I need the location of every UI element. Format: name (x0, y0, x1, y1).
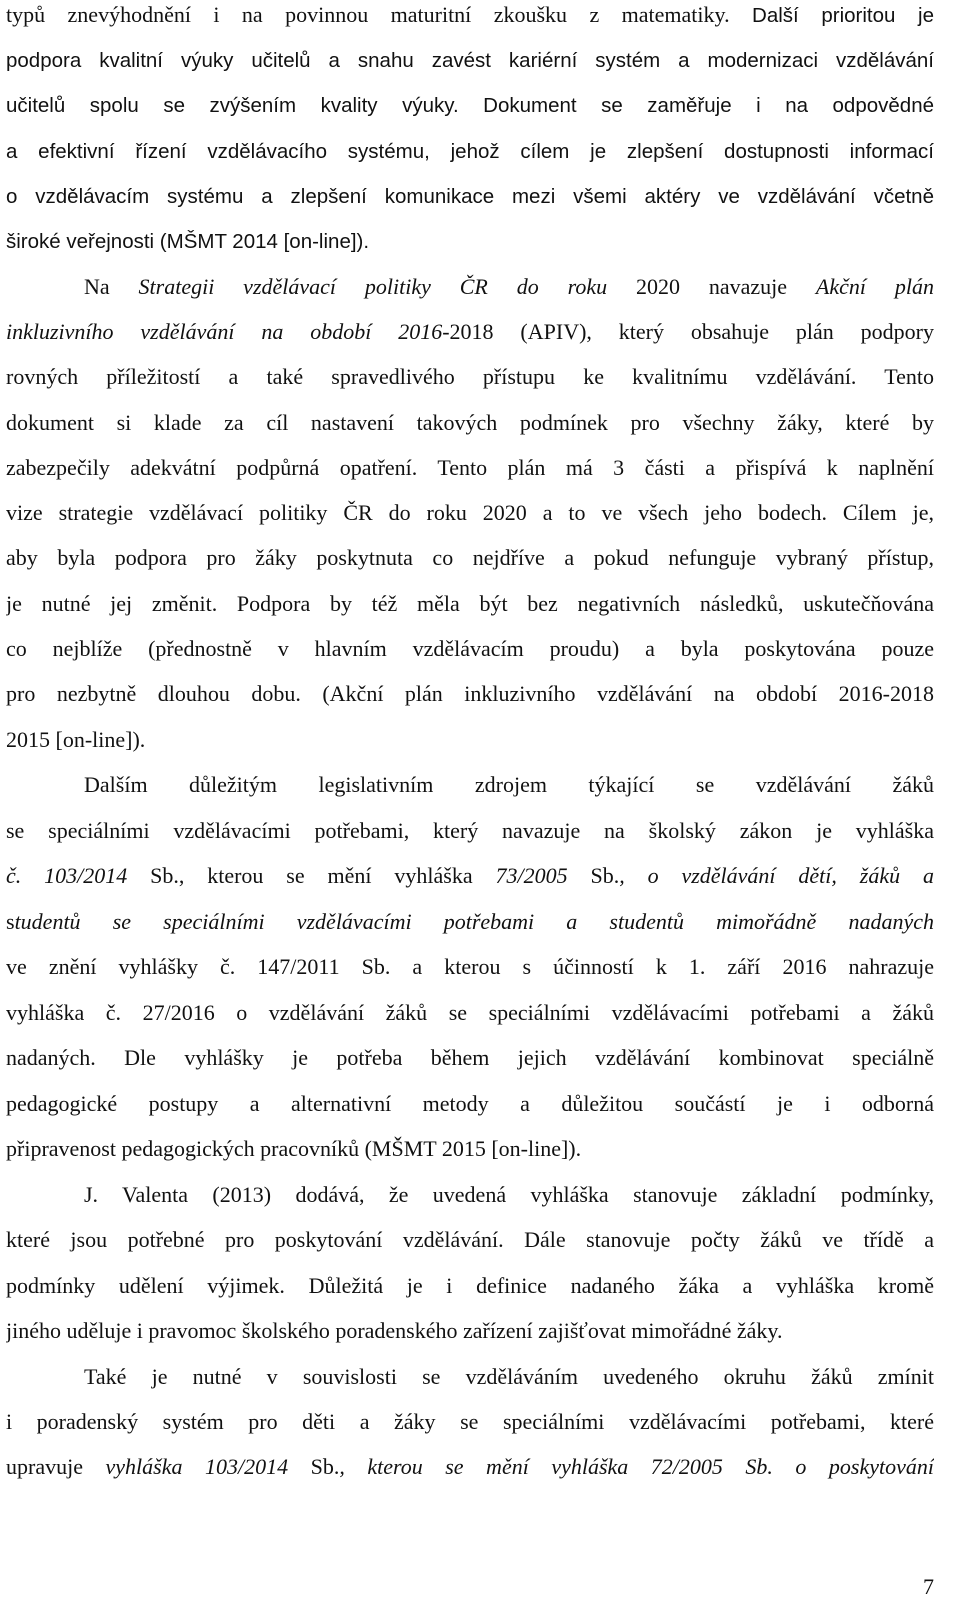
text-segment: a efektivní řízení vzdělávacího systému, jehož cílem je zlepšení dostupnosti informací (6, 140, 934, 163)
italic-text: , o vzdělávání dětí, žáků a (619, 863, 934, 888)
text-segment: Dalším důležitým legislativním zdrojem týkající se vzdělávání žáků (84, 772, 934, 797)
text-segment: o vzdělávacím systému a zlepšení komunikace mezi všemi aktéry ve vzdělávání včetně (6, 185, 934, 208)
text-line (6, 226, 934, 256)
text-segment: učitelů spolu se zvýšením kvality výuky. Dokument se zaměřuje i na odpovědné (6, 94, 934, 117)
text-segment: upravuje (6, 1454, 106, 1479)
text-line (6, 453, 934, 483)
text-segment: Na (84, 274, 139, 299)
text-segment: nadaných. Dle vyhlášky je potřeba během jejich vzdělávání kombinovat speciálně (6, 1045, 934, 1070)
text-segment: Další prioritou je (752, 4, 934, 27)
text-segment: pedagogické postupy a alternativní metody a důležitou součástí je i odborná (6, 1091, 934, 1116)
text-line (6, 0, 934, 30)
text-line (6, 362, 934, 392)
text-line (6, 90, 934, 120)
italic-text: 73/2005 (495, 863, 591, 888)
text-segment: připravenost pedagogických pracovníků (MŠMT 2015 [on-line]). (6, 1136, 582, 1161)
text-segment: které jsou potřebné pro poskytování vzdělávání. Dále stanovuje počty žáků ve třídě a (6, 1227, 934, 1252)
italic-text: Strategii vzdělávací politiky ČR do roku (138, 274, 636, 299)
text-line (6, 408, 934, 438)
text-segment: rovných příležitostí a také spravedlivého přístupu ke kvalitnímu vzdělávání. Tento (6, 364, 934, 389)
text-segment: vyhláška č. 27/2016 o vzdělávání žáků se speciálními vzdělávacími potřebami a žáků (6, 1000, 934, 1025)
text-line (84, 1362, 934, 1392)
text-segment: podpora kvalitní výuky učitelů a snahu zavést kariérní systém a modernizaci vzdělávání (6, 49, 934, 72)
text-segment: vize strategie vzdělávací politiky ČR do roku 2020 a to ve všech jeho bodech. Cílem je, (6, 500, 934, 525)
text-line (6, 1225, 934, 1255)
text-segment: se speciálními vzdělávacími potřebami, který navazuje na školský zákon je vyhláška (6, 818, 934, 843)
text-line (6, 1271, 934, 1301)
text-line (84, 770, 934, 800)
text-line (6, 543, 934, 573)
text-segment: 2020 navazuje (636, 274, 816, 299)
text-line (6, 45, 934, 75)
italic-text: inkluzivního vzdělávání na období 2016- (6, 319, 450, 344)
italic-text: vyhláška 103/2014 (105, 1454, 311, 1479)
text-line (6, 816, 934, 846)
text-segment: zabezpečily adekvátní podpůrná opatření. Tento plán má 3 části a přispívá k naplnění (6, 455, 934, 480)
text-line (6, 498, 934, 528)
text-line (6, 1452, 934, 1482)
text-line (6, 1043, 934, 1073)
text-line (6, 1407, 934, 1437)
text-segment: podmínky udělení výjimek. Důležitá je i definice nadaného žáka a vyhláška kromě (6, 1273, 934, 1298)
text-line (6, 589, 934, 619)
italic-text: Akční plán (815, 274, 934, 299)
italic-text: č. 103/2014 (6, 863, 151, 888)
text-segment: s (6, 909, 15, 934)
text-segment: typů znevýhodnění i na povinnou maturitní zkoušku z matematiky. (6, 2, 753, 27)
text-segment: 2018 (APIV), který obsahuje plán podpory (449, 319, 934, 344)
text-segment: Sb. (590, 863, 620, 888)
text-segment: široké veřejnosti (MŠMT 2014 [on-line]). (6, 230, 370, 253)
text-line (6, 1316, 934, 1346)
text-line (6, 634, 934, 664)
text-segment: Sb. (310, 1454, 340, 1479)
text-segment: J. Valenta (2013) dodává, že uvedená vyhláška stanovuje základní podmínky, (84, 1182, 934, 1207)
text-segment: 2015 [on-line]). (6, 727, 146, 752)
text-line (6, 1089, 934, 1119)
text-segment: Také je nutné v souvislosti se vzděláváním uvedeného okruhu žáků zmínit (84, 1364, 934, 1389)
text-line (6, 952, 934, 982)
text-line (6, 907, 934, 937)
text-line (6, 1134, 934, 1164)
text-segment: Sb., kterou se mění vyhláška (150, 863, 496, 888)
text-line (84, 1180, 934, 1210)
text-line (84, 272, 934, 302)
italic-text: tudentů se speciálními vzdělávacími potřebami a studentů mimořádně nadaných (14, 909, 934, 934)
text-line (6, 725, 934, 755)
text-segment: co nejblíže (přednostně v hlavním vzdělávacím proudu) a byla poskytována pouze (6, 636, 934, 661)
text-segment: pro nezbytně dlouhou dobu. (Akční plán inkluzivního vzdělávání na období 2016-2018 (6, 681, 934, 706)
text-segment: aby byla podpora pro žáky poskytnuta co nejdříve a pokud nefunguje vybraný přístup, (6, 545, 934, 570)
text-line (6, 136, 934, 166)
text-segment: je nutné jej změnit. Podpora by též měla být bez negativních následků, uskutečňována (6, 591, 934, 616)
text-line (6, 998, 934, 1028)
text-line (6, 317, 934, 347)
text-line (6, 679, 934, 709)
text-segment: ve znění vyhlášky č. 147/2011 Sb. a kterou s účinností k 1. září 2016 nahrazuje (6, 954, 934, 979)
text-line (6, 181, 934, 211)
text-segment: jiného uděluje i pravomoc školského poradenského zařízení zajišťovat mimořádné žáky. (6, 1318, 783, 1343)
text-line (6, 861, 934, 891)
text-segment: dokument si klade za cíl nastavení takových podmínek pro všechny žáky, které by (6, 410, 934, 435)
text-segment: i poradenský systém pro děti a žáky se speciálními vzdělávacími potřebami, které (6, 1409, 934, 1434)
italic-text: , kterou se mění vyhláška 72/2005 Sb. o poskytování (339, 1454, 934, 1479)
page-number: 7 (923, 1574, 934, 1599)
